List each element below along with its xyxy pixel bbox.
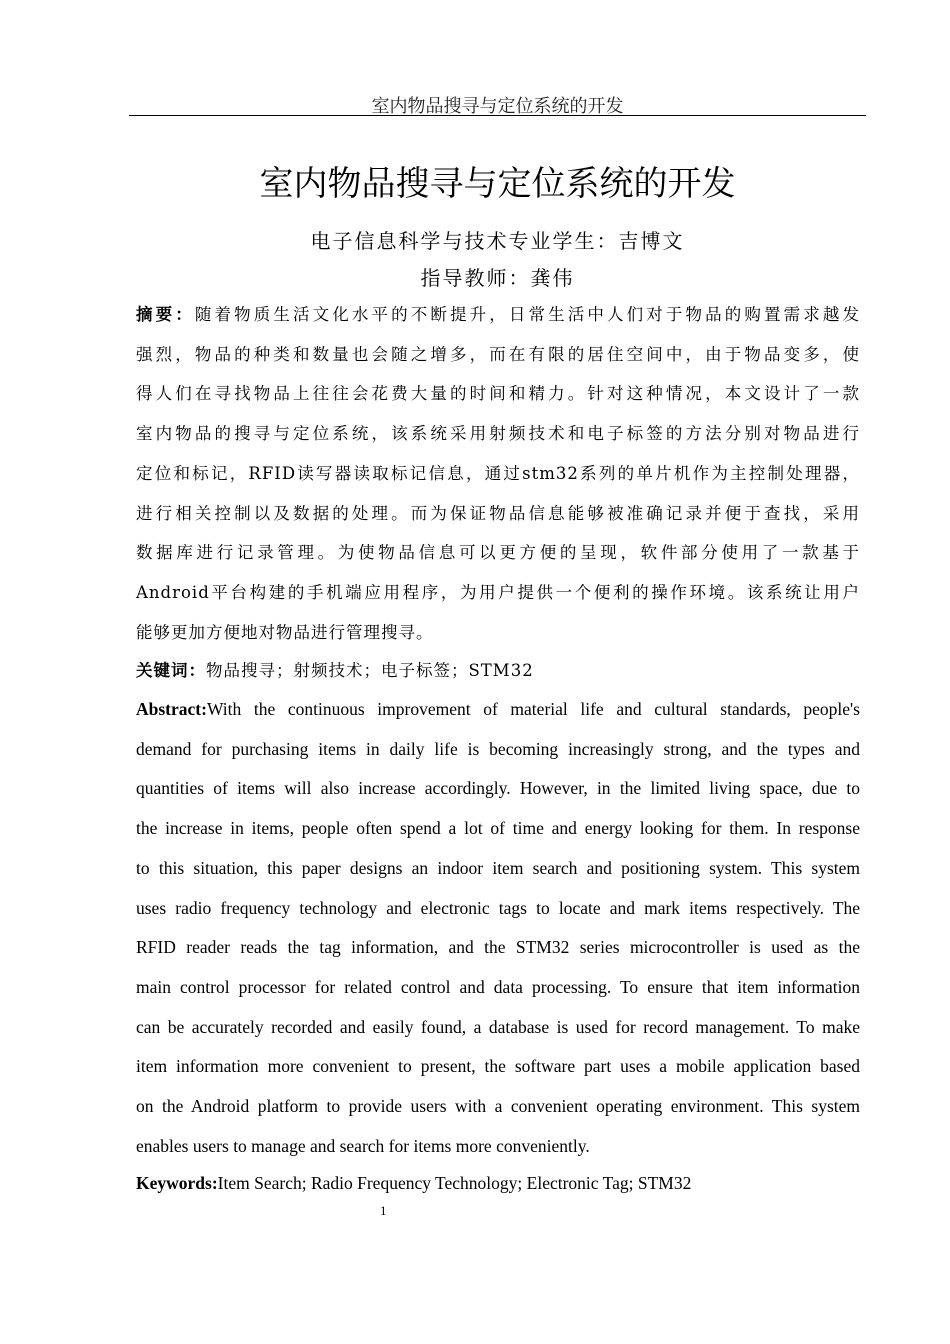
text: 随着物质生活文化水平的不断提升，日常生活中人们对于物品的购置需求越发 bbox=[194, 305, 860, 324]
abstract-en-line bbox=[136, 936, 860, 958]
abstract-en-line bbox=[136, 897, 860, 919]
abstract-cn-line bbox=[136, 383, 860, 405]
text: to this situation, this paper designs an indoor item search and positioning system. This system bbox=[136, 857, 860, 878]
section-label: 摘要： bbox=[136, 305, 195, 324]
abstract-cn-line bbox=[136, 503, 860, 525]
abstract-cn-line bbox=[136, 304, 860, 326]
text: demand for purchasing items in daily life is becoming increasingly strong, and the types and bbox=[136, 738, 860, 759]
text: 室内物品的搜寻与定位系统，该系统采用射频技术和电子标签的方法分别对物品进行 bbox=[136, 424, 860, 444]
abstract-en-line bbox=[136, 738, 860, 760]
text: 物品搜寻；射频技术；电子标签；STM32 bbox=[206, 660, 534, 680]
text: item information more convenient to present, the software part uses a mobile application based bbox=[136, 1056, 860, 1077]
page-title: 室内物品搜寻与定位系统的开发 bbox=[259, 164, 736, 204]
text: 能够更加方便地对物品进行管理搜寻。 bbox=[136, 622, 434, 642]
abstract-en-line bbox=[136, 817, 860, 839]
text: Item Search; Radio Frequency Technology; Electronic Tag; STM32 bbox=[217, 1173, 692, 1194]
abstract-cn-line bbox=[136, 582, 860, 604]
running-header: 室内物品搜寻与定位系统的开发 bbox=[371, 96, 624, 117]
abstract-en-line bbox=[136, 1055, 860, 1077]
abstract-cn-line bbox=[136, 423, 860, 445]
abstract-cn-line bbox=[136, 622, 860, 644]
keywords-cn bbox=[136, 660, 860, 682]
text: main control processor for related control and data processing. To ensure that item information bbox=[136, 976, 860, 997]
text: uses radio frequency technology and electronic tags to locate and mark items respectively. The bbox=[136, 897, 860, 918]
text: enables users to manage and search for items more conveniently. bbox=[136, 1135, 590, 1156]
text: 强烈，物品的种类和数量也会随之增多，而在有限的居住空间中，由于物品变多，使 bbox=[136, 344, 860, 364]
text: Android平台构建的手机端应用程序，为用户提供一个便利的操作环境。该系统让用户 bbox=[136, 582, 860, 602]
abstract-en-line bbox=[136, 1016, 860, 1038]
section-label: Abstract: bbox=[136, 699, 207, 719]
text: With the continuous improvement of material life and cultural standards, people's bbox=[206, 699, 860, 719]
abstract-cn-line bbox=[136, 344, 860, 366]
abstract-en-line bbox=[136, 698, 860, 720]
abstract-en-line bbox=[136, 976, 860, 998]
text: RFID reader reads the tag information, and the STM32 series microcontroller is used as the bbox=[136, 937, 860, 958]
abstract-en-line bbox=[136, 857, 860, 879]
text: 数据库进行记录管理。为使物品信息可以更方便的呈现，软件部分使用了一款基于 bbox=[136, 543, 860, 563]
keywords-en bbox=[136, 1172, 860, 1194]
text: quantities of items will also increase accordingly. However, in the limited living space, due to bbox=[136, 778, 860, 799]
author-line: 电子信息科学与技术专业学生：吉博文 bbox=[310, 229, 685, 253]
text: the increase in items, people often spend a lot of time and energy looking for them. In response bbox=[136, 818, 860, 839]
text: 定位和标记，RFID读写器读取标记信息，通过stm32系列的单片机作为主控制处理器， bbox=[136, 463, 860, 483]
text: on the Android platform to provide users with a convenient operating environment. This system bbox=[136, 1096, 860, 1116]
section-label: Keywords: bbox=[136, 1173, 218, 1194]
abstract-cn-line bbox=[136, 542, 860, 564]
section-label: 关键词： bbox=[136, 660, 206, 680]
abstract-en-line bbox=[136, 777, 860, 799]
header-rule bbox=[129, 115, 866, 116]
page-number: 1 bbox=[380, 1203, 387, 1218]
text: 进行相关控制以及数据的处理。而为保证物品信息能够被准确记录并便于查找，采用 bbox=[136, 503, 860, 523]
abstract-en-line bbox=[136, 1095, 860, 1117]
advisor-line: 指导教师：龚伟 bbox=[420, 266, 575, 290]
text: can be accurately recorded and easily found, a database is used for record management. To make bbox=[136, 1016, 860, 1037]
text: 得人们在寻找物品上往往会花费大量的时间和精力。针对这种情况，本文设计了一款 bbox=[136, 384, 860, 404]
abstract-en-line bbox=[136, 1135, 860, 1157]
abstract-cn-line bbox=[136, 463, 860, 485]
